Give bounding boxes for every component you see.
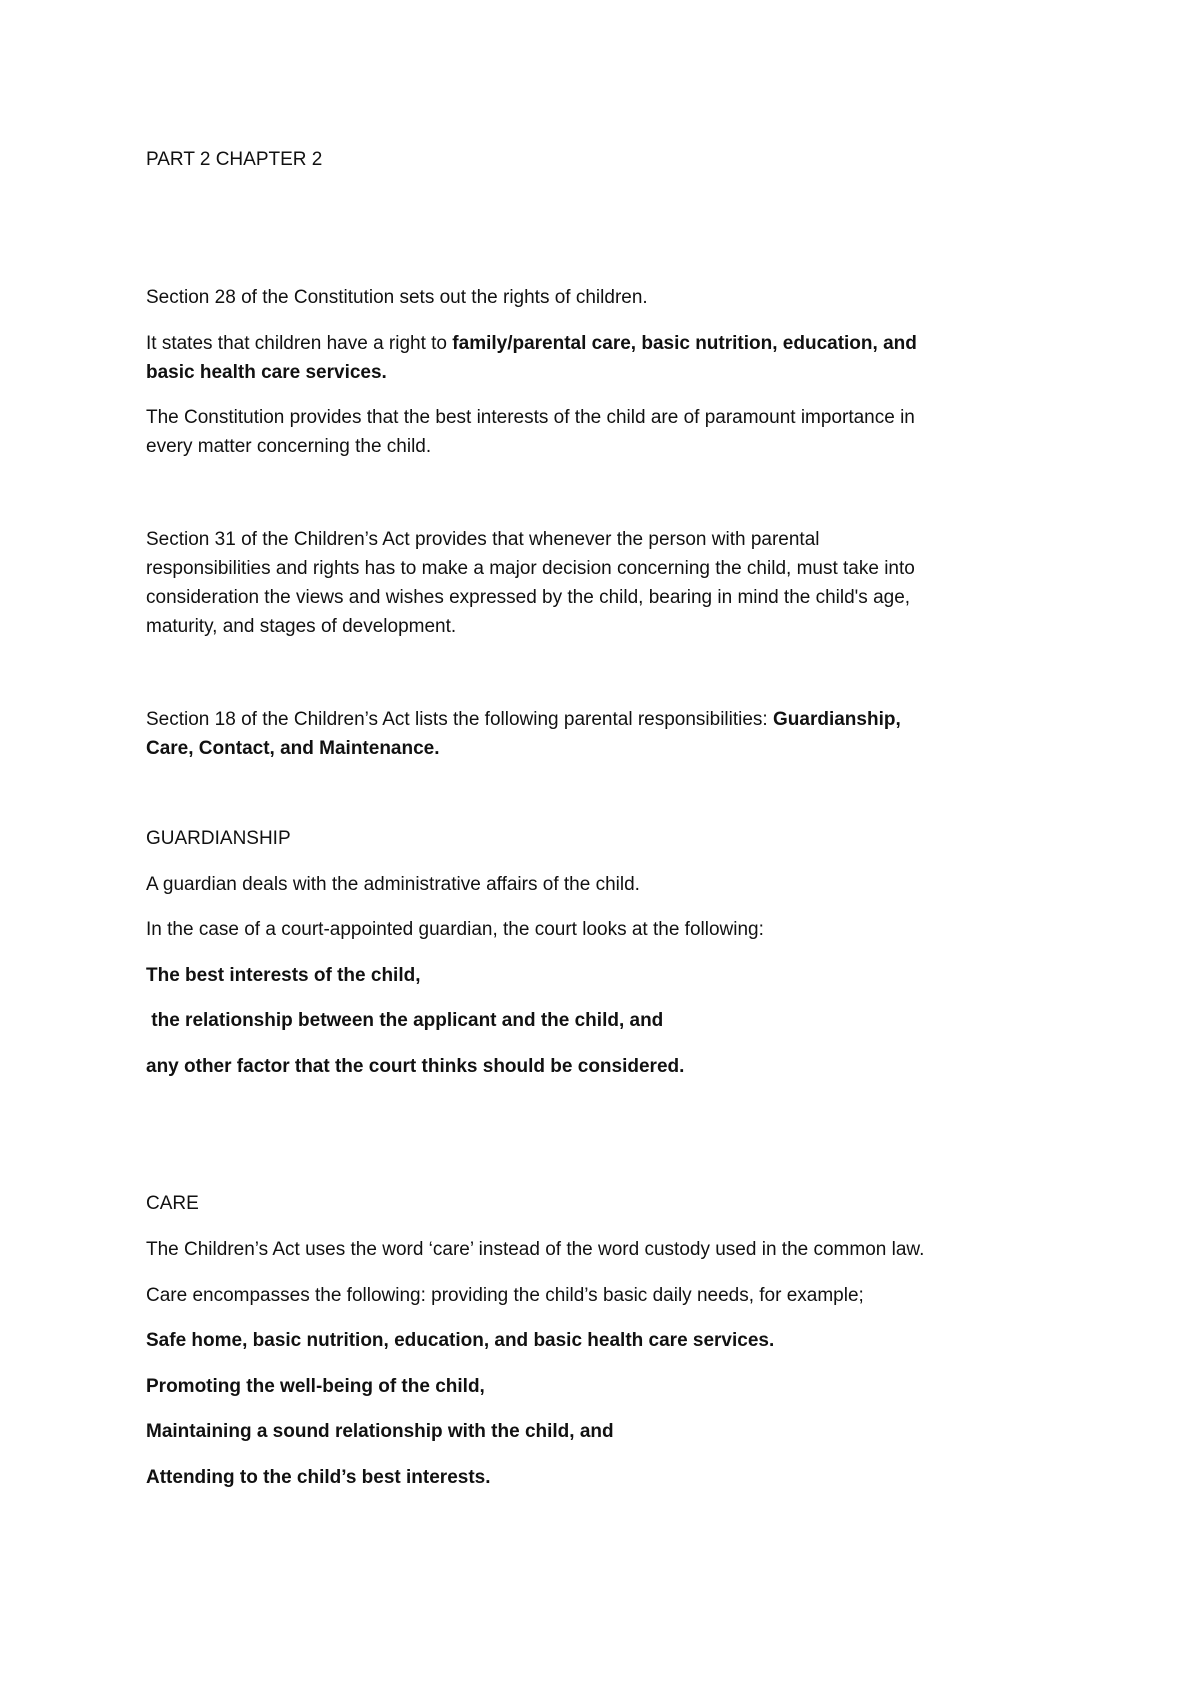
section31-line-3: consideration the views and wishes expressed by the child, bearing in mind the child's age, (146, 587, 911, 608)
constitution-paragraph-3-line-2: every matter concerning the child. (146, 436, 432, 457)
section31-line-2: responsibilities and rights has to make a major decision concerning the child, must take into (146, 558, 915, 579)
section31-line-1: Section 31 of the Children’s Act provides that whenever the person with parental (146, 529, 820, 550)
care-item: Safe home, basic nutrition, education, and basic health care services. (146, 1330, 775, 1351)
section18-line-1 (146, 705, 1046, 734)
rights-intro-text: It states that children have a right to (146, 333, 453, 354)
guardianship-item: any other factor that the court thinks should be considered. (146, 1056, 685, 1077)
section31-line-4: maturity, and stages of development. (146, 616, 457, 637)
care-item: Promoting the well-being of the child, (146, 1376, 485, 1397)
section18-line-2: Care, Contact, and Maintenance. (146, 738, 440, 759)
constitution-paragraph-1: Section 28 of the Constitution sets out the rights of children. (146, 287, 648, 308)
guardianship-heading: GUARDIANSHIP (146, 828, 291, 849)
guardianship-paragraph-1: A guardian deals with the administrative affairs of the child. (146, 874, 640, 895)
section18-bold-term: Guardianship, (773, 709, 901, 730)
rights-list-bold: family/parental care, basic nutrition, education, and (452, 333, 917, 354)
constitution-paragraph-3-line-1: The Constitution provides that the best interests of the child are of paramount importance in (146, 407, 915, 428)
guardianship-paragraph-2: In the case of a court-appointed guardian, the court looks at the following: (146, 919, 764, 940)
care-paragraph-2: Care encompasses the following: providing the child’s basic daily needs, for example; (146, 1285, 864, 1306)
care-item: Attending to the child’s best interests. (146, 1467, 491, 1488)
care-item: Maintaining a sound relationship with the child, and (146, 1421, 614, 1442)
guardianship-item: The best interests of the child, (146, 965, 421, 986)
care-paragraph-1: The Children’s Act uses the word ‘care’ instead of the word custody used in the common law. (146, 1239, 925, 1260)
constitution-paragraph-2-line-2: basic health care services. (146, 362, 387, 383)
guardianship-item: the relationship between the applicant and the child, and (146, 1010, 664, 1031)
document-heading: PART 2 CHAPTER 2 (146, 149, 323, 170)
constitution-paragraph-2-line-1 (146, 329, 1046, 358)
section18-intro-text: Section 18 of the Children’s Act lists the following parental responsibilities: (146, 709, 773, 730)
care-heading: CARE (146, 1193, 199, 1214)
